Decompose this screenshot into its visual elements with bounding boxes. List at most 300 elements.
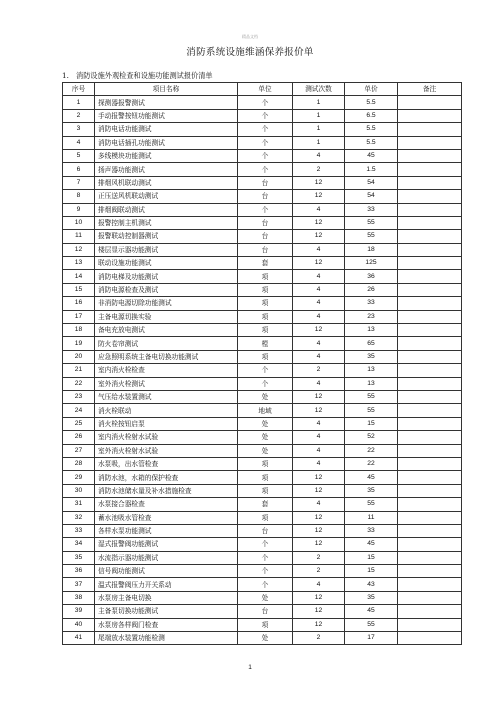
cell-unit-price: 55 — [345, 618, 398, 631]
cell-item-name: 正压送风机联动测试 — [95, 190, 238, 203]
cell-test-count: 4 — [293, 203, 345, 216]
cell-unit-price: 18 — [345, 243, 398, 256]
cell-test-count: 2 — [293, 551, 345, 564]
cell-unit: 项 — [238, 270, 293, 283]
table-row — [63, 632, 462, 645]
cell-test-count: 12 — [293, 404, 345, 417]
cell-remarks — [398, 123, 462, 136]
cell-test-count: 4 — [293, 149, 345, 162]
cell-remarks — [398, 417, 462, 430]
cell-remarks — [398, 203, 462, 216]
cell-remarks — [398, 431, 462, 444]
cell-unit-price: 55 — [345, 216, 398, 229]
cell-index: 41 — [63, 632, 95, 645]
cell-unit-price: 26 — [345, 283, 398, 296]
cell-index: 37 — [63, 578, 95, 591]
cell-test-count: 12 — [293, 484, 345, 497]
cell-unit: 个 — [238, 109, 293, 122]
cell-index: 35 — [63, 551, 95, 564]
cell-remarks — [398, 551, 462, 564]
cell-unit: 台 — [238, 190, 293, 203]
cell-item-name: 水流指示器功能测试 — [95, 551, 238, 564]
table-row — [63, 377, 462, 390]
cell-remarks — [398, 578, 462, 591]
header-index: 序号 — [63, 83, 95, 96]
cell-remarks — [398, 190, 462, 203]
cell-item-name: 消火栓联动 — [95, 404, 238, 417]
cell-index: 18 — [63, 324, 95, 337]
cell-unit: 个 — [238, 123, 293, 136]
cell-remarks — [398, 136, 462, 149]
cell-remarks — [398, 257, 462, 270]
cell-index: 5 — [63, 149, 95, 162]
section-heading — [62, 71, 213, 81]
cell-remarks — [398, 471, 462, 484]
table-row — [63, 297, 462, 310]
cell-test-count: 1 — [293, 96, 345, 109]
cell-unit: 个 — [238, 538, 293, 551]
cell-unit-price: 52 — [345, 431, 398, 444]
cell-remarks — [398, 364, 462, 377]
cell-unit-price: 45 — [345, 605, 398, 618]
cell-unit-price: 15 — [345, 551, 398, 564]
cell-remarks — [398, 524, 462, 537]
table-row — [63, 444, 462, 457]
cell-unit-price: 15 — [345, 417, 398, 430]
cell-index: 34 — [63, 538, 95, 551]
table-row — [63, 511, 462, 524]
cell-unit-price: 13 — [345, 377, 398, 390]
cell-unit: 地域 — [238, 404, 293, 417]
cell-index: 11 — [63, 230, 95, 243]
table-row — [63, 283, 462, 296]
cell-unit-price: 5.5 — [345, 136, 398, 149]
cell-index: 23 — [63, 390, 95, 403]
cell-remarks — [398, 324, 462, 337]
cell-test-count: 4 — [293, 350, 345, 363]
cell-unit: 个 — [238, 149, 293, 162]
table-row — [63, 431, 462, 444]
cell-index: 4 — [63, 136, 95, 149]
cell-test-count: 4 — [293, 270, 345, 283]
cell-test-count: 12 — [293, 216, 345, 229]
cell-unit: 项 — [238, 350, 293, 363]
cell-unit-price: 35 — [345, 350, 398, 363]
cell-unit-price: 33 — [345, 524, 398, 537]
cell-test-count: 12 — [293, 324, 345, 337]
cell-unit: 项 — [238, 297, 293, 310]
cell-remarks — [398, 565, 462, 578]
table-row — [63, 216, 462, 229]
table-row — [63, 123, 462, 136]
table-row — [63, 270, 462, 283]
cell-test-count: 1 — [293, 123, 345, 136]
cell-index: 32 — [63, 511, 95, 524]
cell-unit-price: 6.5 — [345, 109, 398, 122]
cell-item-name: 消火栓按钮启泵 — [95, 417, 238, 430]
cell-remarks — [398, 283, 462, 296]
cell-unit: 处 — [238, 632, 293, 645]
cell-unit-price: 1.5 — [345, 163, 398, 176]
cell-index: 2 — [63, 109, 95, 122]
cell-item-name: 排烟风机联动测试 — [95, 176, 238, 189]
quotation-table — [62, 82, 462, 645]
table-row — [63, 605, 462, 618]
cell-unit-price: 13 — [345, 324, 398, 337]
cell-remarks — [398, 96, 462, 109]
cell-item-name: 报警联动控制器测试 — [95, 230, 238, 243]
cell-item-name: 消防电源检查及测试 — [95, 283, 238, 296]
cell-unit: 项 — [238, 310, 293, 323]
table-row — [63, 578, 462, 591]
cell-unit-price: 11 — [345, 511, 398, 524]
cell-unit-price: 55 — [345, 404, 398, 417]
cell-index: 27 — [63, 444, 95, 457]
page-number: 1 — [248, 664, 252, 671]
cell-remarks — [398, 404, 462, 417]
cell-item-name: 非消防电源切除功能测试 — [95, 297, 238, 310]
table-row — [63, 524, 462, 537]
cell-remarks — [398, 337, 462, 350]
cell-unit: 项 — [238, 471, 293, 484]
cell-unit-price: 43 — [345, 578, 398, 591]
cell-index: 16 — [63, 297, 95, 310]
cell-unit-price: 54 — [345, 190, 398, 203]
cell-remarks — [398, 538, 462, 551]
cell-index: 1 — [63, 96, 95, 109]
cell-remarks — [398, 444, 462, 457]
cell-test-count: 4 — [293, 297, 345, 310]
cell-test-count: 12 — [293, 538, 345, 551]
table-header-row — [63, 83, 462, 96]
cell-remarks — [398, 605, 462, 618]
cell-unit: 台 — [238, 176, 293, 189]
cell-unit-price: 23 — [345, 310, 398, 323]
cell-unit: 项 — [238, 283, 293, 296]
cell-unit: 樘 — [238, 337, 293, 350]
cell-index: 9 — [63, 203, 95, 216]
table-row — [63, 96, 462, 109]
cell-item-name: 室内消火栓射水试验 — [95, 431, 238, 444]
cell-index: 19 — [63, 337, 95, 350]
cell-index: 20 — [63, 350, 95, 363]
cell-unit-price: 33 — [345, 203, 398, 216]
cell-index: 7 — [63, 176, 95, 189]
cell-remarks — [398, 310, 462, 323]
cell-index: 21 — [63, 364, 95, 377]
cell-unit-price: 45 — [345, 538, 398, 551]
cell-unit: 处 — [238, 390, 293, 403]
table-row — [63, 618, 462, 631]
document-title: 消防系统设施维涵保养报价单 — [186, 47, 314, 58]
cell-item-name: 水泵接合器检查 — [95, 498, 238, 511]
table-row — [63, 190, 462, 203]
cell-index: 8 — [63, 190, 95, 203]
cell-unit-price: 35 — [345, 484, 398, 497]
table-row — [63, 565, 462, 578]
cell-unit: 个 — [238, 377, 293, 390]
table-row — [63, 538, 462, 551]
cell-item-name: 楼层显示器功能测试 — [95, 243, 238, 256]
cell-unit: 台 — [238, 243, 293, 256]
cell-index: 13 — [63, 257, 95, 270]
cell-item-name: 备电充放电测试 — [95, 324, 238, 337]
cell-index: 38 — [63, 591, 95, 604]
cell-test-count: 4 — [293, 337, 345, 350]
cell-index: 10 — [63, 216, 95, 229]
cell-unit: 个 — [238, 578, 293, 591]
cell-test-count: 12 — [293, 257, 345, 270]
cell-test-count: 2 — [293, 364, 345, 377]
cell-test-count: 2 — [293, 632, 345, 645]
header-item-name: 项目名称 — [95, 83, 238, 96]
table-row — [63, 324, 462, 337]
cell-remarks — [398, 163, 462, 176]
cell-item-name: 手动报警按钮功能测试 — [95, 109, 238, 122]
cell-remarks — [398, 109, 462, 122]
cell-unit: 个 — [238, 163, 293, 176]
cell-test-count: 1 — [293, 109, 345, 122]
cell-item-name: 应急照明系统主备电切换功能测试 — [95, 350, 238, 363]
cell-item-name: 室内消火栓检查 — [95, 364, 238, 377]
cell-unit-price: 17 — [345, 632, 398, 645]
cell-index: 17 — [63, 310, 95, 323]
cell-unit: 处 — [238, 417, 293, 430]
cell-remarks — [398, 390, 462, 403]
cell-index: 24 — [63, 404, 95, 417]
cell-unit-price: 54 — [345, 176, 398, 189]
cell-unit: 台 — [238, 216, 293, 229]
cell-remarks — [398, 484, 462, 497]
header-unit-price: 单价 — [345, 83, 398, 96]
cell-item-name: 水泵吸，出水管检查 — [95, 457, 238, 470]
cell-item-name: 气压给水装置测试 — [95, 390, 238, 403]
cell-unit: 个 — [238, 565, 293, 578]
cell-remarks — [398, 243, 462, 256]
cell-test-count: 4 — [293, 444, 345, 457]
cell-test-count: 4 — [293, 498, 345, 511]
cell-unit: 项 — [238, 484, 293, 497]
cell-unit: 项 — [238, 618, 293, 631]
cell-index: 40 — [63, 618, 95, 631]
section-number: 1. — [62, 71, 69, 80]
header-remarks: 备注 — [398, 83, 462, 96]
table-row — [63, 176, 462, 189]
cell-unit-price: 45 — [345, 471, 398, 484]
cell-item-name: 室外消火栓射水试验 — [95, 444, 238, 457]
cell-item-name: 尾端放水装置功能检测 — [95, 632, 238, 645]
cell-unit-price: 5.5 — [345, 123, 398, 136]
cell-unit: 项 — [238, 511, 293, 524]
cell-unit: 个 — [238, 551, 293, 564]
table-row — [63, 457, 462, 470]
table-row — [63, 136, 462, 149]
cell-remarks — [398, 216, 462, 229]
cell-test-count: 2 — [293, 565, 345, 578]
cell-remarks — [398, 457, 462, 470]
cell-test-count: 12 — [293, 618, 345, 631]
cell-unit: 个 — [238, 203, 293, 216]
cell-unit-price: 35 — [345, 591, 398, 604]
cell-test-count: 4 — [293, 417, 345, 430]
cell-index: 3 — [63, 123, 95, 136]
cell-test-count: 12 — [293, 390, 345, 403]
cell-test-count: 12 — [293, 176, 345, 189]
cell-test-count: 12 — [293, 605, 345, 618]
cell-unit-price: 45 — [345, 149, 398, 162]
cell-remarks — [398, 377, 462, 390]
table-row — [63, 257, 462, 270]
table-row — [63, 310, 462, 323]
cell-item-name: 主备泵切换功能测试 — [95, 605, 238, 618]
cell-remarks — [398, 270, 462, 283]
cell-item-name: 主备电源切换实验 — [95, 310, 238, 323]
cell-index: 25 — [63, 417, 95, 430]
cell-remarks — [398, 591, 462, 604]
cell-unit-price: 55 — [345, 498, 398, 511]
cell-remarks — [398, 230, 462, 243]
cell-item-name: 室外消火栓测试 — [95, 377, 238, 390]
cell-unit-price: 125 — [345, 257, 398, 270]
cell-test-count: 4 — [293, 310, 345, 323]
cell-test-count: 4 — [293, 377, 345, 390]
cell-unit: 个 — [238, 364, 293, 377]
cell-test-count: 2 — [293, 163, 345, 176]
section-heading-text: 消防设施外观检查和设施功能测试报价清单 — [76, 71, 213, 80]
cell-remarks — [398, 511, 462, 524]
cell-unit-price: 65 — [345, 337, 398, 350]
cell-unit: 项 — [238, 457, 293, 470]
cell-unit-price: 55 — [345, 390, 398, 403]
cell-item-name: 湿式报警阀功能测试 — [95, 538, 238, 551]
cell-index: 22 — [63, 377, 95, 390]
cell-item-name: 蓄水池吸水管检查 — [95, 511, 238, 524]
cell-item-name: 探测器报警测试 — [95, 96, 238, 109]
cell-unit-price: 15 — [345, 565, 398, 578]
cell-index: 26 — [63, 431, 95, 444]
cell-unit-price: 22 — [345, 457, 398, 470]
cell-remarks — [398, 350, 462, 363]
cell-index: 12 — [63, 243, 95, 256]
cell-item-name: 水泵房主备电切换 — [95, 591, 238, 604]
cell-remarks — [398, 176, 462, 189]
cell-index: 30 — [63, 484, 95, 497]
cell-remarks — [398, 297, 462, 310]
cell-unit-price: 33 — [345, 297, 398, 310]
cell-unit: 处 — [238, 591, 293, 604]
table-row — [63, 163, 462, 176]
cell-item-name: 消防电话功能测试 — [95, 123, 238, 136]
table-row — [63, 591, 462, 604]
watermark-text: 精品文档 — [242, 34, 258, 39]
table-row — [63, 484, 462, 497]
cell-unit: 套 — [238, 498, 293, 511]
cell-test-count: 1 — [293, 136, 345, 149]
header-unit: 单位 — [238, 83, 293, 96]
table-row — [63, 551, 462, 564]
cell-item-name: 多线模块功能测试 — [95, 149, 238, 162]
table-row — [63, 404, 462, 417]
table-row — [63, 417, 462, 430]
cell-remarks — [398, 632, 462, 645]
cell-index: 6 — [63, 163, 95, 176]
cell-index: 33 — [63, 524, 95, 537]
cell-index: 36 — [63, 565, 95, 578]
cell-item-name: 水泵房各样阀门检查 — [95, 618, 238, 631]
cell-item-name: 信号阀功能测试 — [95, 565, 238, 578]
cell-item-name: 排烟阀联动测试 — [95, 203, 238, 216]
cell-index: 39 — [63, 605, 95, 618]
cell-unit: 项 — [238, 324, 293, 337]
cell-remarks — [398, 498, 462, 511]
cell-unit-price: 55 — [345, 230, 398, 243]
table-row — [63, 243, 462, 256]
cell-item-name: 消防水池储水量及补水措施检查 — [95, 484, 238, 497]
cell-test-count: 4 — [293, 457, 345, 470]
cell-test-count: 12 — [293, 524, 345, 537]
table-row — [63, 149, 462, 162]
cell-item-name: 各样水泵功能测试 — [95, 524, 238, 537]
table-row — [63, 337, 462, 350]
cell-remarks — [398, 618, 462, 631]
cell-item-name: 消防水池，水箱的保护检查 — [95, 471, 238, 484]
table-row — [63, 390, 462, 403]
cell-remarks — [398, 149, 462, 162]
cell-unit: 台 — [238, 524, 293, 537]
cell-test-count: 12 — [293, 190, 345, 203]
cell-unit-price: 36 — [345, 270, 398, 283]
cell-item-name: 报警控制主机测试 — [95, 216, 238, 229]
cell-item-name: 温式报警阀压力开关系动 — [95, 578, 238, 591]
cell-unit-price: 13 — [345, 364, 398, 377]
cell-test-count: 12 — [293, 511, 345, 524]
cell-test-count: 12 — [293, 230, 345, 243]
cell-test-count: 4 — [293, 283, 345, 296]
cell-unit-price: 5.5 — [345, 96, 398, 109]
table-row — [63, 498, 462, 511]
cell-unit: 处 — [238, 444, 293, 457]
cell-item-name: 消防电话插孔功能测试 — [95, 136, 238, 149]
cell-item-name: 联动设施功能测试 — [95, 257, 238, 270]
table-row — [63, 109, 462, 122]
table-row — [63, 471, 462, 484]
cell-unit: 处 — [238, 431, 293, 444]
cell-test-count: 4 — [293, 578, 345, 591]
cell-item-name: 扬声器功能测试 — [95, 163, 238, 176]
cell-test-count: 12 — [293, 591, 345, 604]
cell-unit-price: 22 — [345, 444, 398, 457]
cell-item-name: 防火卷帘测试 — [95, 337, 238, 350]
table-row — [63, 203, 462, 216]
cell-index: 14 — [63, 270, 95, 283]
cell-unit: 台 — [238, 230, 293, 243]
table-body — [63, 96, 462, 645]
cell-unit: 个 — [238, 96, 293, 109]
cell-test-count: 4 — [293, 243, 345, 256]
cell-index: 29 — [63, 471, 95, 484]
cell-index: 31 — [63, 498, 95, 511]
table-row — [63, 230, 462, 243]
cell-unit: 套 — [238, 257, 293, 270]
header-test-count: 测试次数 — [293, 83, 345, 96]
cell-index: 15 — [63, 283, 95, 296]
table-row — [63, 350, 462, 363]
cell-index: 28 — [63, 457, 95, 470]
cell-unit: 台 — [238, 605, 293, 618]
cell-item-name: 消防电梯及功能测试 — [95, 270, 238, 283]
table-row — [63, 364, 462, 377]
cell-test-count: 12 — [293, 471, 345, 484]
